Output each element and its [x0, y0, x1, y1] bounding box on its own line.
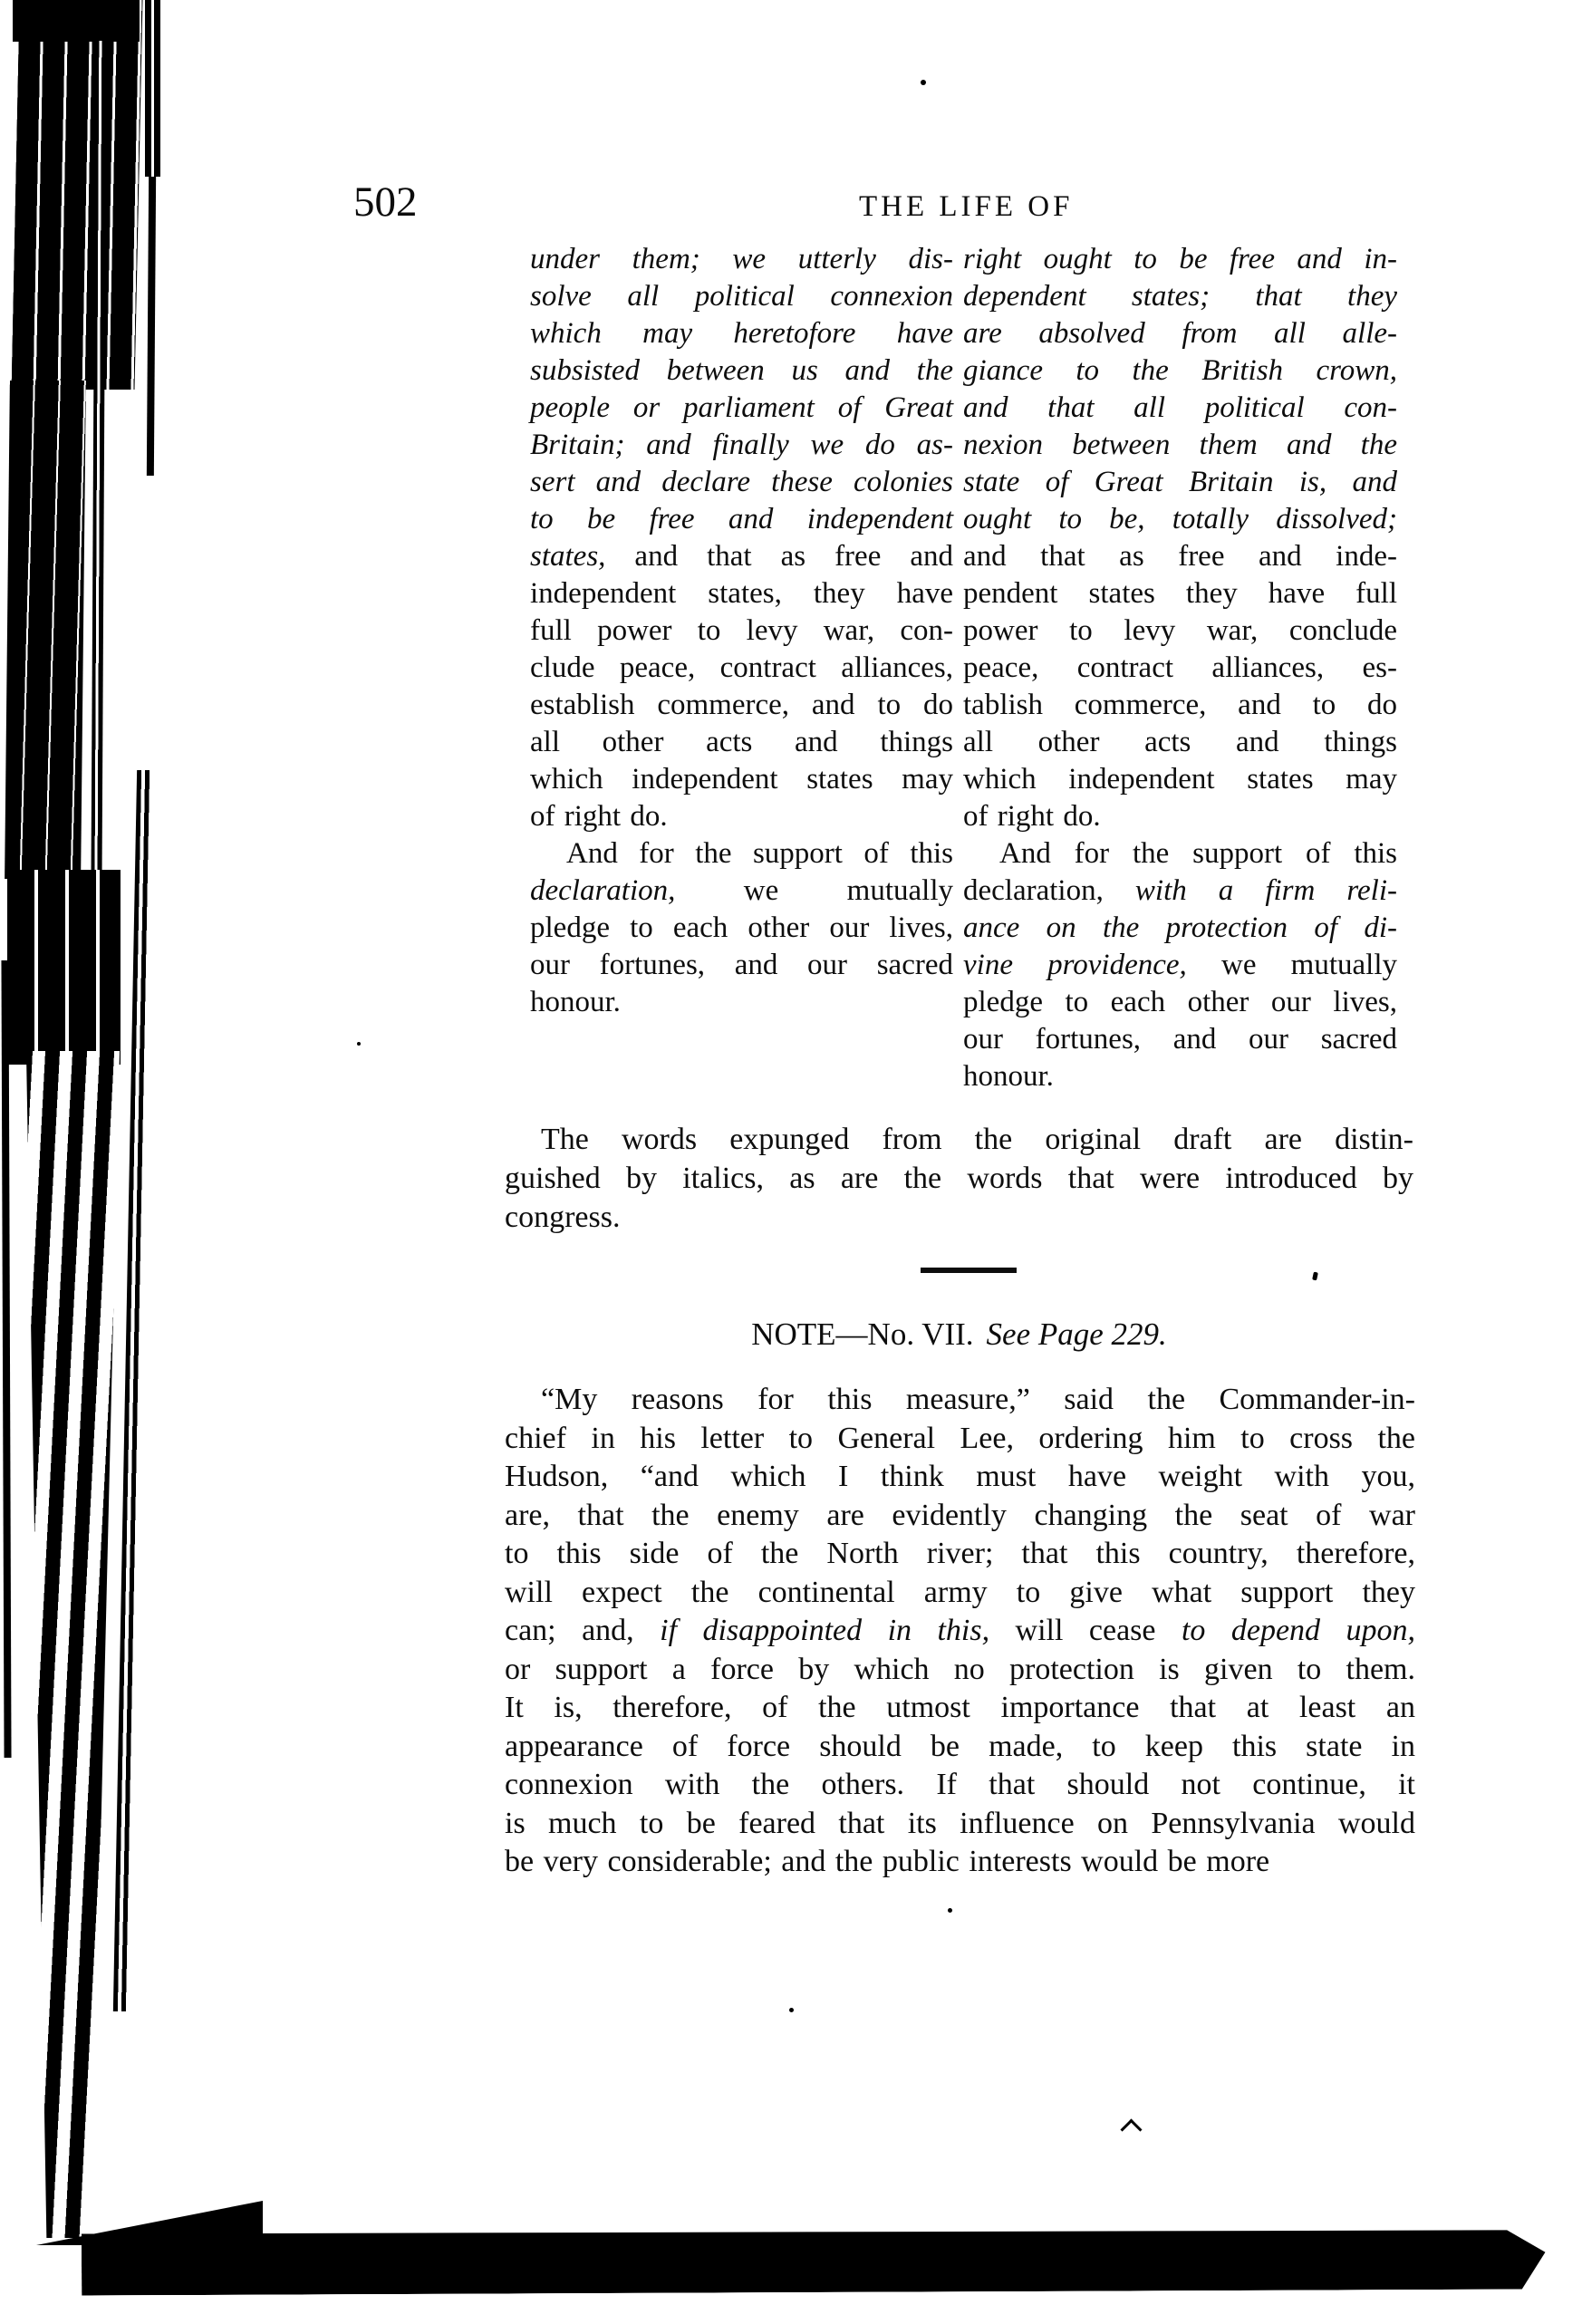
- text-line: our fortunes, and our sacred: [963, 1023, 1397, 1056]
- text-line: subsisted between us and the: [530, 354, 953, 387]
- text-line: to be free and independent: [530, 503, 953, 535]
- note-heading-reference: See Page 229.: [986, 1316, 1167, 1352]
- scan-speck: [921, 80, 926, 85]
- scan-speck: [948, 1908, 952, 1913]
- text-line: sert and declare these colonies: [530, 466, 953, 498]
- text-line: Britain; and finally we do as-: [530, 429, 953, 461]
- declaration-column-original: [530, 241, 953, 1021]
- scan-speck: [1312, 1272, 1318, 1281]
- text-line: right ought to be free and in-: [963, 243, 1397, 275]
- text-line: which may heretofore have: [530, 317, 953, 350]
- text-line: appearance of force should be made, to keep this state in: [505, 1729, 1415, 1763]
- text-line: honour.: [530, 986, 621, 1018]
- scan-gutter-block-corner: [13, 0, 140, 42]
- text-line: is much to be feared that its influence on Pennsylvania would: [505, 1806, 1415, 1840]
- text-line: And for the support of this: [999, 837, 1397, 870]
- text-line: establish commerce, and to do: [530, 689, 953, 721]
- text-line: The words expunged from the original draft are distin-: [541, 1123, 1413, 1156]
- text-line: state of Great Britain is, and: [963, 466, 1397, 498]
- running-head: THE LIFE OF: [859, 190, 1074, 223]
- text-line: congress.: [505, 1201, 621, 1234]
- italics-explanation-paragraph: [505, 1120, 1413, 1237]
- text-line: declaration, we mutually: [530, 874, 953, 907]
- text-line: nexion between them and the: [963, 429, 1397, 461]
- text-line: which independent states may: [963, 763, 1397, 796]
- note-heading: [505, 1316, 1413, 1354]
- text-line: And for the support of this: [566, 837, 953, 870]
- declaration-column-congress: [963, 241, 1397, 1095]
- scan-gutter-line: [147, 177, 156, 476]
- text-line: and that as free and inde-: [963, 540, 1397, 573]
- scan-bottom-bar: [82, 2227, 1551, 2295]
- text-line: states, and that as free and: [530, 540, 953, 573]
- text-line: ought to be, totally dissolved;: [963, 503, 1397, 535]
- scan-gutter-line: [145, 0, 160, 177]
- text-line: which independent states may: [530, 763, 953, 796]
- text-line: of right do.: [530, 800, 668, 833]
- text-line: or support a force by which no protection is given to them.: [505, 1652, 1415, 1686]
- text-line: giance to the British crown,: [963, 354, 1397, 387]
- text-line: ance on the protection of di-: [963, 911, 1397, 944]
- text-line: are, that the enemy are evidently changing the seat of war: [505, 1498, 1415, 1532]
- text-line: honour.: [963, 1060, 1054, 1093]
- text-line: our fortunes, and our sacred: [530, 949, 953, 981]
- text-line: dependent states; that they: [963, 280, 1397, 313]
- text-line: can; and, if disappointed in this, will cease to depend upon,: [505, 1614, 1415, 1647]
- text-line: full power to levy war, con-: [530, 614, 953, 647]
- text-line: “My reasons for this measure,” said the Commander-in-: [541, 1383, 1415, 1416]
- text-line: independent states, they have: [530, 577, 953, 610]
- scan-gutter-stripes-top: [11, 0, 142, 390]
- text-line: be very considerable; and the public interests would be more: [505, 1845, 1270, 1878]
- text-line: Hudson, “and which I think must have weight with you,: [505, 1460, 1415, 1493]
- text-line: power to levy war, conclude: [963, 614, 1397, 647]
- text-line: declaration, with a firm reli-: [963, 874, 1397, 907]
- text-line: chief in his letter to General Lee, ordering him to cross the: [505, 1421, 1415, 1455]
- text-line: people or parliament of Great: [530, 391, 953, 424]
- text-line: pendent states they have full: [963, 577, 1397, 610]
- text-line: of right do.: [963, 800, 1101, 833]
- note-heading-label: NOTE—No. VII.: [751, 1316, 974, 1352]
- section-divider-rule: [921, 1268, 1017, 1273]
- text-line: pledge to each other our lives,: [530, 911, 953, 944]
- text-line: to this side of the North river; that this country, therefore,: [505, 1537, 1415, 1570]
- text-line: guished by italics, as are the words that were introduced by: [505, 1162, 1413, 1195]
- text-line: all other acts and things: [530, 726, 953, 758]
- scan-speck: [789, 2008, 794, 2012]
- note-body-paragraph: [505, 1381, 1415, 1882]
- scan-caret-mark: [1120, 2118, 1142, 2140]
- scan-gutter-stripes-tail: [18, 1051, 120, 2238]
- scan-speck: [357, 1042, 361, 1046]
- text-line: connexion with the others. If that should not continue, it: [505, 1768, 1415, 1801]
- text-line: are absolved from all alle-: [963, 317, 1397, 350]
- text-line: peace, contract alliances, es-: [963, 651, 1397, 684]
- text-line: It is, therefore, of the utmost importance that at least an: [505, 1691, 1415, 1724]
- text-line: will expect the continental army to give what support they: [505, 1575, 1415, 1609]
- scan-gutter-stripes-lower: [7, 870, 121, 1065]
- text-line: vine providence, we mutually: [963, 949, 1397, 981]
- text-line: clude peace, contract alliances,: [530, 651, 953, 684]
- scan-gutter-stripes-mid: [5, 381, 86, 879]
- text-line: under them; we utterly dis-: [530, 243, 953, 275]
- text-line: and that all political con-: [963, 391, 1397, 424]
- scan-gutter-line: [1, 960, 11, 1758]
- text-line: pledge to each other our lives,: [963, 986, 1397, 1018]
- text-line: all other acts and things: [963, 726, 1397, 758]
- text-line: solve all political connexion: [530, 280, 953, 313]
- page-number: 502: [353, 178, 418, 226]
- text-line: tablish commerce, and to do: [963, 689, 1397, 721]
